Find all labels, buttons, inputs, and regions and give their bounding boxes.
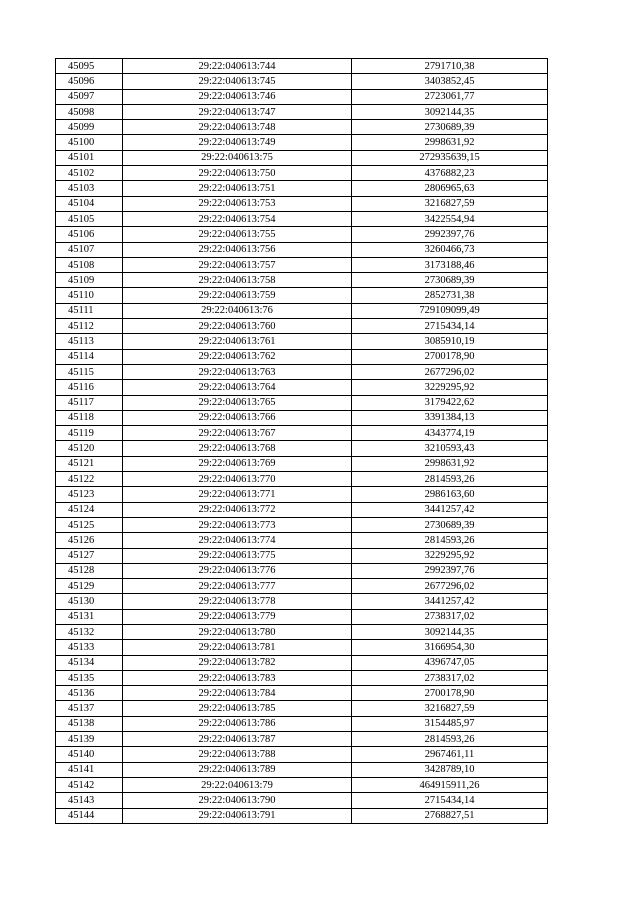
table-row — [56, 701, 548, 716]
row-number-cell: 45127 — [56, 548, 123, 563]
row-number-cell: 45105 — [56, 211, 123, 226]
cadastral-value-cell: 2814593,26 — [352, 533, 548, 548]
row-number-cell: 45110 — [56, 288, 123, 303]
table-row — [56, 349, 548, 364]
cadastral-value-cell: 2967461,11 — [352, 747, 548, 762]
cadastral-value-cell: 3391384,13 — [352, 410, 548, 425]
table-row — [56, 793, 548, 808]
row-number-cell: 45103 — [56, 181, 123, 196]
table-row — [56, 74, 548, 89]
cadastral-value-cell: 3179422,62 — [352, 395, 548, 410]
table-row — [56, 89, 548, 104]
row-number-cell: 45112 — [56, 319, 123, 334]
cadastral-value-cell: 2992397,76 — [352, 563, 548, 578]
cadastral-value-cell: 2715434,14 — [352, 793, 548, 808]
row-number-cell: 45132 — [56, 624, 123, 639]
row-number-cell: 45109 — [56, 273, 123, 288]
cadastral-number-cell: 29:22:040613:746 — [123, 89, 352, 104]
table-row — [56, 624, 548, 639]
row-number-cell: 45142 — [56, 777, 123, 792]
cadastral-number-cell: 29:22:040613:764 — [123, 380, 352, 395]
cadastral-value-cell: 2768827,51 — [352, 808, 548, 823]
table-row — [56, 548, 548, 563]
table-row — [56, 502, 548, 517]
row-number-cell: 45111 — [56, 303, 123, 318]
cadastral-value-cell: 3216827,59 — [352, 196, 548, 211]
row-number-cell: 45129 — [56, 579, 123, 594]
row-number-cell: 45098 — [56, 104, 123, 119]
cadastral-value-cell: 3229295,92 — [352, 548, 548, 563]
row-number-cell: 45106 — [56, 227, 123, 242]
cadastral-number-cell: 29:22:040613:754 — [123, 211, 352, 226]
table-row — [56, 487, 548, 502]
cadastral-value-cell: 3216827,59 — [352, 701, 548, 716]
cadastral-number-cell: 29:22:040613:745 — [123, 74, 352, 89]
row-number-cell: 45096 — [56, 74, 123, 89]
cadastral-value-cell: 2730689,39 — [352, 517, 548, 532]
cadastral-number-cell: 29:22:040613:782 — [123, 655, 352, 670]
cadastral-value-cell: 2715434,14 — [352, 319, 548, 334]
row-number-cell: 45095 — [56, 59, 123, 74]
row-number-cell: 45102 — [56, 166, 123, 181]
row-number-cell: 45108 — [56, 257, 123, 272]
table-row — [56, 808, 548, 823]
cadastral-number-cell: 29:22:040613:773 — [123, 517, 352, 532]
row-number-cell: 45117 — [56, 395, 123, 410]
cadastral-number-cell: 29:22:040613:757 — [123, 257, 352, 272]
cadastral-number-cell: 29:22:040613:761 — [123, 334, 352, 349]
cadastral-number-cell: 29:22:040613:786 — [123, 716, 352, 731]
row-number-cell: 45141 — [56, 762, 123, 777]
cadastral-value-cell: 2852731,38 — [352, 288, 548, 303]
row-number-cell: 45100 — [56, 135, 123, 150]
row-number-cell: 45120 — [56, 441, 123, 456]
table-row — [56, 426, 548, 441]
table-row — [56, 181, 548, 196]
table-row — [56, 319, 548, 334]
row-number-cell: 45099 — [56, 120, 123, 135]
cadastral-number-cell: 29:22:040613:785 — [123, 701, 352, 716]
cadastral-number-cell: 29:22:040613:791 — [123, 808, 352, 823]
table-row — [56, 334, 548, 349]
cadastral-number-cell: 29:22:040613:755 — [123, 227, 352, 242]
cadastral-number-cell: 29:22:040613:767 — [123, 426, 352, 441]
table-row — [56, 211, 548, 226]
cadastral-value-cell: 729109099,49 — [352, 303, 548, 318]
cadastral-number-cell: 29:22:040613:744 — [123, 59, 352, 74]
cadastral-number-cell: 29:22:040613:783 — [123, 670, 352, 685]
table-row — [56, 716, 548, 731]
table-row — [56, 670, 548, 685]
table-row — [56, 747, 548, 762]
row-number-cell: 45113 — [56, 334, 123, 349]
cadastral-value-cell: 3092144,35 — [352, 624, 548, 639]
cadastral-value-cell: 2723061,77 — [352, 89, 548, 104]
cadastral-number-cell: 29:22:040613:779 — [123, 609, 352, 624]
cadastral-value-cell: 3092144,35 — [352, 104, 548, 119]
cadastral-number-cell: 29:22:040613:759 — [123, 288, 352, 303]
row-number-cell: 45107 — [56, 242, 123, 257]
cadastral-number-cell: 29:22:040613:760 — [123, 319, 352, 334]
cadastral-value-cell: 3166954,30 — [352, 640, 548, 655]
table-body — [56, 59, 548, 824]
row-number-cell: 45128 — [56, 563, 123, 578]
cadastral-number-cell: 29:22:040613:76 — [123, 303, 352, 318]
row-number-cell: 45123 — [56, 487, 123, 502]
cadastral-number-cell: 29:22:040613:768 — [123, 441, 352, 456]
cadastral-value-cell: 2986163,60 — [352, 487, 548, 502]
cadastral-value-cell: 2730689,39 — [352, 120, 548, 135]
cadastral-number-cell: 29:22:040613:776 — [123, 563, 352, 578]
cadastral-value-cell: 3210593,43 — [352, 441, 548, 456]
cadastral-value-cell: 3403852,45 — [352, 74, 548, 89]
cadastral-number-cell: 29:22:040613:763 — [123, 364, 352, 379]
cadastral-number-cell: 29:22:040613:788 — [123, 747, 352, 762]
cadastral-number-cell: 29:22:040613:772 — [123, 502, 352, 517]
cadastral-number-cell: 29:22:040613:780 — [123, 624, 352, 639]
table-row — [56, 655, 548, 670]
cadastral-number-cell: 29:22:040613:756 — [123, 242, 352, 257]
table-row — [56, 59, 548, 74]
cadastral-value-cell: 2791710,38 — [352, 59, 548, 74]
row-number-cell: 45140 — [56, 747, 123, 762]
cadastral-value-cell: 3428789,10 — [352, 762, 548, 777]
row-number-cell: 45130 — [56, 594, 123, 609]
row-number-cell: 45118 — [56, 410, 123, 425]
table-row — [56, 303, 548, 318]
table-row — [56, 762, 548, 777]
row-number-cell: 45139 — [56, 732, 123, 747]
row-number-cell: 45126 — [56, 533, 123, 548]
cadastral-number-cell: 29:22:040613:775 — [123, 548, 352, 563]
cadastral-value-cell: 2730689,39 — [352, 273, 548, 288]
cadastral-value-cell: 4376882,23 — [352, 166, 548, 181]
cadastral-number-cell: 29:22:040613:789 — [123, 762, 352, 777]
cadastral-number-cell: 29:22:040613:75 — [123, 150, 352, 165]
cadastral-number-cell: 29:22:040613:771 — [123, 487, 352, 502]
row-number-cell: 45114 — [56, 349, 123, 364]
table-row — [56, 594, 548, 609]
cadastral-number-cell: 29:22:040613:762 — [123, 349, 352, 364]
row-number-cell: 45137 — [56, 701, 123, 716]
table-row — [56, 609, 548, 624]
cadastral-value-cell: 4396747,05 — [352, 655, 548, 670]
cadastral-number-cell: 29:22:040613:747 — [123, 104, 352, 119]
cadastral-value-cell: 2814593,26 — [352, 732, 548, 747]
table-row — [56, 273, 548, 288]
row-number-cell: 45131 — [56, 609, 123, 624]
row-number-cell: 45144 — [56, 808, 123, 823]
table-row — [56, 441, 548, 456]
cadastral-number-cell: 29:22:040613:778 — [123, 594, 352, 609]
table-row — [56, 686, 548, 701]
table-row — [56, 563, 548, 578]
table-row — [56, 242, 548, 257]
row-number-cell: 45124 — [56, 502, 123, 517]
cadastral-number-cell: 29:22:040613:777 — [123, 579, 352, 594]
cadastral-number-cell: 29:22:040613:774 — [123, 533, 352, 548]
cadastral-value-cell: 2998631,92 — [352, 456, 548, 471]
cadastral-value-cell: 3422554,94 — [352, 211, 548, 226]
table-row — [56, 364, 548, 379]
cadastral-number-cell: 29:22:040613:787 — [123, 732, 352, 747]
cadastral-number-cell: 29:22:040613:750 — [123, 166, 352, 181]
row-number-cell: 45097 — [56, 89, 123, 104]
row-number-cell: 45125 — [56, 517, 123, 532]
cadastral-value-cell: 3260466,73 — [352, 242, 548, 257]
table-row — [56, 166, 548, 181]
row-number-cell: 45135 — [56, 670, 123, 685]
cadastral-number-cell: 29:22:040613:748 — [123, 120, 352, 135]
cadastral-number-cell: 29:22:040613:753 — [123, 196, 352, 211]
cadastral-value-cell: 2677296,02 — [352, 364, 548, 379]
table-row — [56, 732, 548, 747]
table-row — [56, 257, 548, 272]
table-row — [56, 533, 548, 548]
table-row — [56, 472, 548, 487]
cadastral-number-cell: 29:22:040613:770 — [123, 472, 352, 487]
cadastral-value-cell: 3173188,46 — [352, 257, 548, 272]
cadastral-number-cell: 29:22:040613:784 — [123, 686, 352, 701]
cadastral-value-table — [55, 58, 548, 824]
cadastral-value-cell: 3441257,42 — [352, 594, 548, 609]
table-row — [56, 150, 548, 165]
table-row — [56, 410, 548, 425]
row-number-cell: 45143 — [56, 793, 123, 808]
cadastral-number-cell: 29:22:040613:769 — [123, 456, 352, 471]
cadastral-value-cell: 2738317,02 — [352, 609, 548, 624]
table-row — [56, 120, 548, 135]
table-row — [56, 104, 548, 119]
cadastral-value-cell: 272935639,15 — [352, 150, 548, 165]
table-row — [56, 395, 548, 410]
row-number-cell: 45133 — [56, 640, 123, 655]
cadastral-number-cell: 29:22:040613:766 — [123, 410, 352, 425]
table-row — [56, 227, 548, 242]
table-row — [56, 517, 548, 532]
table-row — [56, 640, 548, 655]
cadastral-number-cell: 29:22:040613:758 — [123, 273, 352, 288]
row-number-cell: 45122 — [56, 472, 123, 487]
cadastral-value-cell: 3154485,97 — [352, 716, 548, 731]
cadastral-number-cell: 29:22:040613:790 — [123, 793, 352, 808]
table-row — [56, 777, 548, 792]
cadastral-value-cell: 2806965,63 — [352, 181, 548, 196]
row-number-cell: 45119 — [56, 426, 123, 441]
row-number-cell: 45116 — [56, 380, 123, 395]
cadastral-number-cell: 29:22:040613:79 — [123, 777, 352, 792]
row-number-cell: 45104 — [56, 196, 123, 211]
row-number-cell: 45101 — [56, 150, 123, 165]
row-number-cell: 45121 — [56, 456, 123, 471]
cadastral-value-cell: 2998631,92 — [352, 135, 548, 150]
table-row — [56, 196, 548, 211]
row-number-cell: 45136 — [56, 686, 123, 701]
cadastral-value-cell: 2700178,90 — [352, 349, 548, 364]
cadastral-value-cell: 2814593,26 — [352, 472, 548, 487]
cadastral-value-cell: 2677296,02 — [352, 579, 548, 594]
cadastral-value-cell: 3229295,92 — [352, 380, 548, 395]
cadastral-value-cell: 2700178,90 — [352, 686, 548, 701]
table-row — [56, 380, 548, 395]
cadastral-number-cell: 29:22:040613:749 — [123, 135, 352, 150]
row-number-cell: 45138 — [56, 716, 123, 731]
cadastral-value-cell: 464915911,26 — [352, 777, 548, 792]
cadastral-number-cell: 29:22:040613:751 — [123, 181, 352, 196]
row-number-cell: 45134 — [56, 655, 123, 670]
cadastral-number-cell: 29:22:040613:765 — [123, 395, 352, 410]
cadastral-number-cell: 29:22:040613:781 — [123, 640, 352, 655]
cadastral-value-cell: 3085910,19 — [352, 334, 548, 349]
table-row — [56, 288, 548, 303]
cadastral-value-cell: 2992397,76 — [352, 227, 548, 242]
table-row — [56, 135, 548, 150]
cadastral-value-cell: 2738317,02 — [352, 670, 548, 685]
table-row — [56, 456, 548, 471]
table-row — [56, 579, 548, 594]
cadastral-value-cell: 3441257,42 — [352, 502, 548, 517]
cadastral-value-cell: 4343774,19 — [352, 426, 548, 441]
row-number-cell: 45115 — [56, 364, 123, 379]
